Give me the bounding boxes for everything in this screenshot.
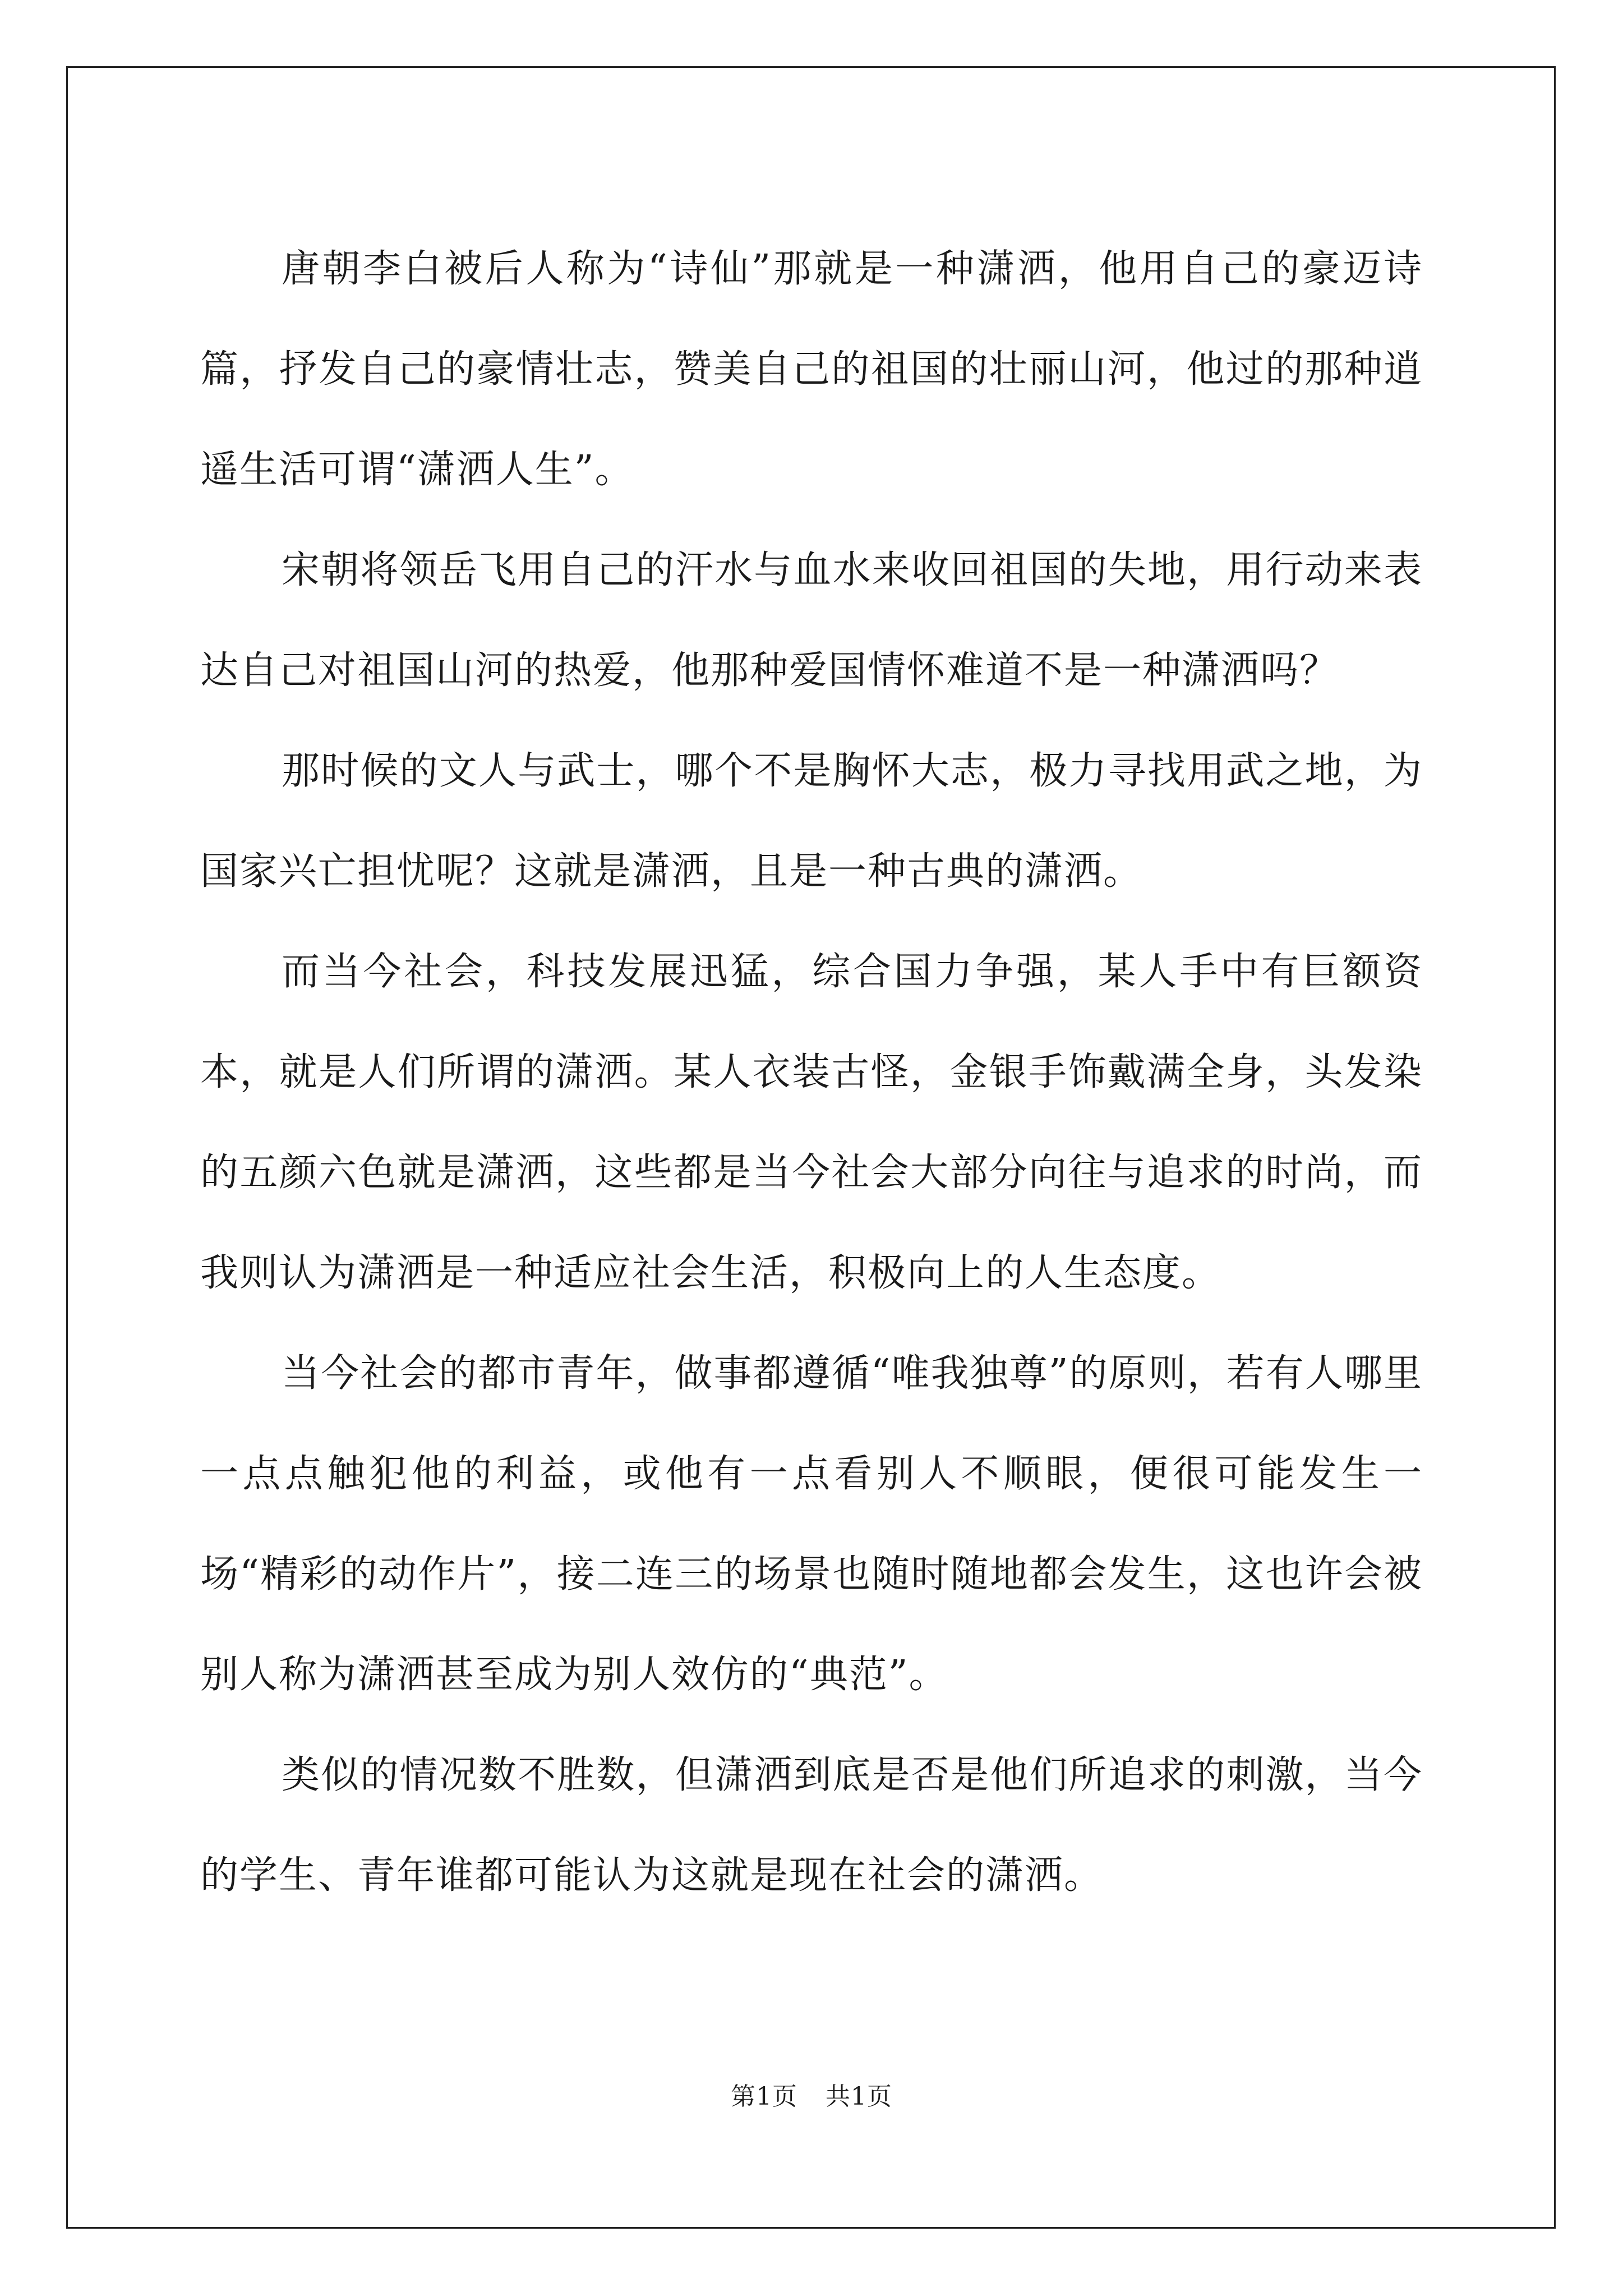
paragraph-2: 宋朝将领岳飞用自己的汗水与血水来收回祖国的失地，用行动来表达自己对祖国山河的热爱，他那种爱国情怀难道不是一种潇洒吗？ bbox=[200, 548, 1423, 693]
paragraph-1: 唐朝李白被后人称为“诗仙”那就是一种潇洒，他用自己的豪迈诗篇，抒发自己的豪情壮志，赞美自己的祖国的壮丽山河，他过的那种逍遥生活可谓“潇洒人生”。 bbox=[200, 247, 1423, 492]
paragraph-4: 而当今社会，科技发展迅猛，综合国力争强，某人手中有巨额资本，就是人们所谓的潇洒。某人衣装古怪，金银手饰戴满全身，头发染的五颜六色就是潇洒，这些都是当今社会大部分向往与追求的时尚，而我则认为潇洒是一种适应社会生活，积极向上的人生态度。 bbox=[200, 950, 1423, 1295]
paragraph-6: 类似的情况数不胜数，但潇洒到底是否是他们所追求的刺激，当今的学生、青年谁都可能认为这就是现在社会的潇洒。 bbox=[200, 1753, 1423, 1898]
paragraph-3: 那时候的文人与武士，哪个不是胸怀大志，极力寻找用武之地，为国家兴亡担忧呢？这就是潇洒，且是一种古典的潇洒。 bbox=[200, 749, 1423, 894]
page-total: 共1页 bbox=[826, 2082, 892, 2111]
document-body bbox=[200, 219, 1423, 1926]
page-footer bbox=[0, 2080, 1623, 2114]
page-number: 第1页 bbox=[731, 2082, 797, 2111]
paragraph-5: 当今社会的都市青年，做事都遵循“唯我独尊”的原则，若有人哪里一点点触犯他的利益，或他有一点看别人不顺眼，便很可能发生一场“精彩的动作片”，接二连三的场景也随时随地都会发生，这也许会被别人称为潇洒甚至成为别人效仿的“典范”。 bbox=[200, 1351, 1423, 1697]
